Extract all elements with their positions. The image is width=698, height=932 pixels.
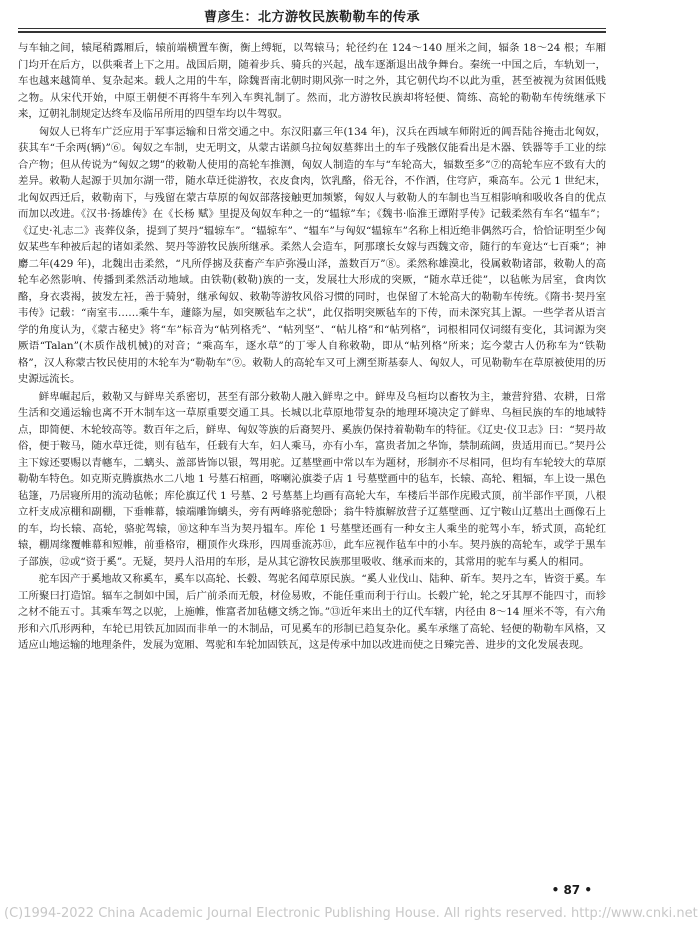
header-rule-top — [18, 28, 606, 29]
copyright-watermark: (C)1994-2022 China Academic Journal Electronic Publishing House. All rights reserved. http://www.cnki.net — [4, 906, 698, 921]
paragraph-2: 匈奴人已将车广泛应用于军事运输和日常交通之中。东汉阳嘉三年(134 年)，汉兵在西域车师附近的阊吾陆谷掩击北匈奴，获其车“千余两(辆)”⑥。匈奴之车制，史无明文，从蒙古诺颜乌拉匈奴墓葬出土的车子残骸仅能看出是木器、铁器等手工业的综合产物；但从传说为“匈奴之甥”的敕勒人使用的高轮车推测，匈奴人制造的车与“车轮高大，辐数至多”⑦的高轮车应不致有大的差异。敕勒人起源于贝加尔湖一带，随水草迁徙游牧，衣皮食肉，饮乳酪，俗无谷，不作酒，住穹庐，乘高车。公元 1 世纪末，北匈奴西迁后，敕勒南下，与残留在蒙古草原的匈奴部落接触更加频繁，匈奴人与敕勒人的车制也当互相影响和吸收各自的优点而加以改进。《汉书·扬雄传》在《长杨 赋》里提及匈奴车种之一的“辒辌”车；《魏书·临淮王谭附孚传》记载柔然有车名“辒车”；《辽史·礼志二》丧葬仪条，提到了契丹“辒辌车”。“辒辌车”、“辒车”与匈奴“辒辌车”名称上相近绝非偶然巧合，恰恰证明至少匈奴某些车种被后起的诸如柔然、契丹等游牧民族所继承。柔然人会造车，阿那瓌长女嫁与西魏文帝，随行的车竟达“七百乘”；神麝二年(429 年)，北魏出击柔然，“凡所俘掳及获畜产车庐弥漫山泽，盖数百万”⑧。柔然称雄漠北，役属敕勒诸部，敕勒人的高轮车必然影响、传播到柔然活动地域。由铁勒(敕勒)族的一支，发展壮大形成的突厥，“随水草迁徙”，以毡帐为居室，食肉饮酪，身衣裘褐，披发左衽，善于骑射，继承匈奴、敕勒等游牧风俗习惯的同时，也保留了木轮高大的勒勒车传统。《隋书·契丹室韦传》记载：“南室韦……乘牛车，蘧篨为屋，如突厥毡车之状”，此仅指明突厥毡车的下传，而未深究其上源。一些学者从语言学的角度认为，《蒙古秘史》将“车”标音为“帖列格秃”、“帖列坚”、“帖儿格”和“帖列格”，词根相同仅词缀有变化，其词源为突厥语“Talan”(木质作战机械)的对音；“乘高车，逐水草”的丁零人自称敕勒，即从“帖列格”所来；迄今蒙古人仍称车为“铁勒格”，汉人称蒙古牧民使用的木轮车为“勒勒车”⑨。敕勒人的高轮车又可上溯至斯基泰人、匈奴人，可见勒勒车在草原被使用的历史源远流长。 — [18, 125, 606, 385]
paragraph-4: 驼车因产于奚地故又称奚车，奚车以高轮、长毂、驾驼名闻草原民族。“奚人业伐山、陆种、斫车。契丹之车，皆资于奚。车工所聚曰打造馆。辐车之制如中国，后广前杀而无般，材俭易败，不能任重而利于行山。长毂广轮，轮之牙其厚不能四寸，而轸之材不能五寸。其乘车驾之以驼，上施帷，惟富者加毡幰文绣之饰。”⑬近年来出土的辽代车辖，内径由 8～14 厘米不等，有六角形和六爪形两种，车轮已用铁瓦加固而非单一的木制品，可见奚车的形制已趋复杂化。奚车承继了高轮、轻便的勒勒车风格，又适应山地运输的地理条件，发展为宽厢、驾驼和车轮加固铁瓦，这是传承中加以改进而使之日臻完善、进步的文化发展表现。 — [18, 573, 606, 651]
paragraph-3: 鲜卑崛起后，敕勒又与鲜卑关系密切，甚至有部分敕勒人融入鲜卑之中。鲜卑及乌桓均以畜牧为主，兼营狩猎、农耕，日常生活和交通运输也离不开木制车这一草原重要交通工具。长城以北草原地带复杂的地理环境决定了鲜卑、乌桓民族的车的地域特点，即简便、木轮较高等。数百年之后，鲜卑、匈奴等族的后裔契丹、奚族仍保持着勒勒车的特征。《辽史·仪卫志》曰：“契丹故俗，便于鞍马，随水草迁徙，则有毡车，任载有大车，妇人乘马，亦有小车，富贵者加之华饰，禁制疏阔，贵适用而已。”契丹公主下嫁还要赐以青幰车，二螭头、盖部皆饰以银，驾用驼。辽墓壁画中常以车为题材，形制亦不尽相同，但均有车轮较大的草原勒勒车特色。如克斯克腾旗热水二八地 1 号墓石棺画，喀喇沁旗娄子店 1 号墓壁画中的毡车，长辕、高轮、粗辐，车上设一黑色毡篷，乃居寝所用的流动毡帐；库伦旗辽代 1 号墓、2 号墓墓上均画有高轮大车，车楼后半部作庑殿式顶，前半部作平顶，八根立杆支成凉棚和副棚，下垂帷幕，辕端雕饰螭头，旁有两峰骆驼憩卧；翁牛特旗解放营子辽墓壁画、辽宁鞍山辽墓出土画像石上的车，均长辕、高轮，骆驼驾辕，⑩这种车当为契丹辒车。库伦 1 号墓壁还画有一种女主人乘坐的驼驾小车，轿式顶，高轮红辕，棚周缘覆帷幕和短帷，前垂格帘，棚顶作火珠形，四周垂流苏⑪，此车应视作毡车中的小车。契丹族的高轮车，或学于黑车子部族，⑫或“资于奚”。无疑，契丹人沿用的车形，是从其它游牧民族那里吸收、继承而来的，其常用的驼车与奚人的相同。 — [18, 390, 606, 568]
page-number: • 87 • — [551, 883, 592, 897]
article-body — [18, 40, 606, 655]
paragraph-1: 与车轴之间，辕尾稍露厢后，辕前端横置车衡，衡上缚轭，以驾辕马；轮径约在 124～140 厘米之间，辐条 18～24 根；车厢门均开在后方，以供乘者上下之用。战国后期，随着步兵、骑兵的兴起，战车逐渐退出战争舞台。秦统一中国之后，车轨划一，车也越来越简单、复杂起来。载人之用的牛车，除魏晋南北朝时期风弥一时之外，其它朝代均不以此为重，甚至被视为贫困低贱之物。从宋代开始，中原王朝便不再将牛车列入车舆礼制了。然而，北方游牧民族却将轻便、简练、高轮的勒勒车传统继承下来，辽朝礼制规定达终车及临吊所用的四望车均以牛驾驭。 — [18, 42, 606, 120]
header-rule-bottom — [18, 31, 606, 33]
running-header: 曹彦生：北方游牧民族勒勒车的传承 — [203, 10, 420, 25]
